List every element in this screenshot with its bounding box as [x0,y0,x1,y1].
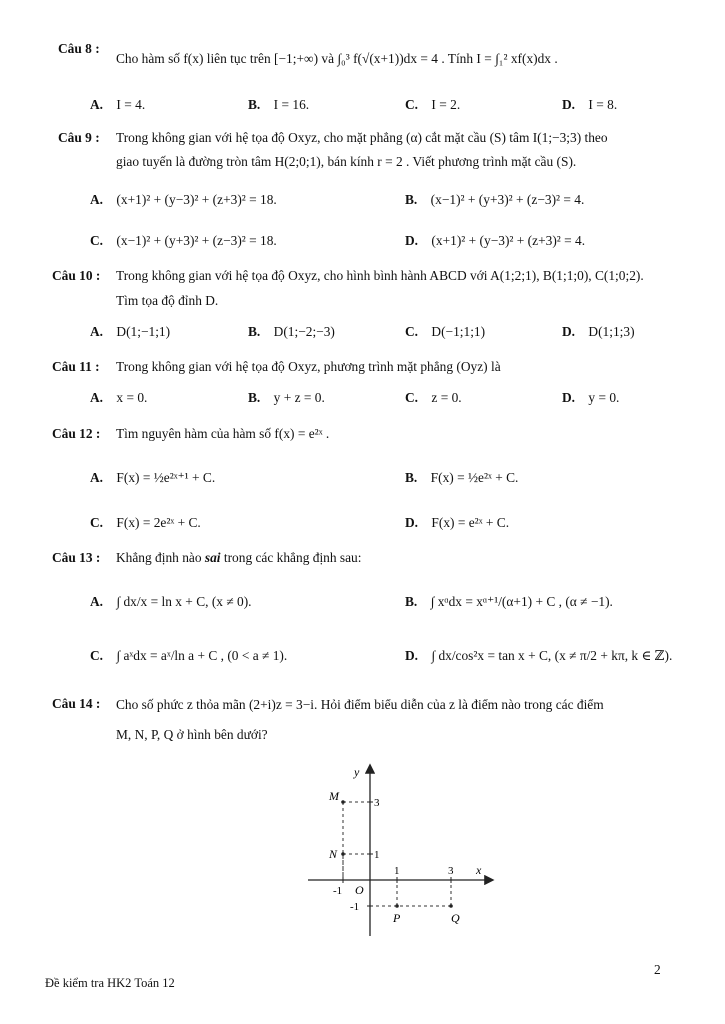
q8-option-a: A. I = 4. [90,97,146,112]
question-11-text: Trong không gian với hệ tọa độ Oxyz, phương trình mặt phẳng (Oyz) là [116,359,501,374]
question-9-text-line2: giao tuyến là đường tròn tâm H(2;0;1), bán kính r = 2 . Viết phương trình mặt cầu (S). [116,154,577,169]
q13-option-a: A. ∫ dx/x = ln x + C, (x ≠ 0). [90,594,252,609]
y-axis-label: y [354,765,360,779]
complex-plane-figure [300,760,500,940]
origin-label: O [355,883,364,897]
point-n [341,852,345,856]
footer-exam-title: Đề kiểm tra HK2 Toán 12 [45,976,175,990]
question-8-label: Câu 8 : [58,41,100,56]
q11-option-a: A. x = 0. [90,390,148,405]
question-9-text-line1: Trong không gian với hệ tọa độ Oxyz, cho mặt phẳng (α) cắt mặt cầu (S) tâm I(1;−3;3) theo [116,130,608,145]
q13-option-c: C. ∫ aˣdx = aˣ/ln a + C , (0 < a ≠ 1). [90,648,288,663]
question-9-label: Câu 9 : [58,130,100,145]
q10-option-c: C. D(−1;1;1) [405,324,486,339]
point-label-m: M [329,789,339,803]
q10-option-a: A. D(1;−1;1) [90,324,171,339]
page-number: 2 [654,962,661,977]
q8-option-c: C. I = 2. [405,97,461,112]
question-10-text-line1: Trong không gian với hệ tọa độ Oxyz, cho hình bình hành ABCD với A(1;2;1), B(1;1;0), C(1;0;2). [116,268,644,283]
x-tick-label-1: 1 [394,865,400,877]
q11-option-d: D. y = 0. [562,390,620,405]
question-14-text-line1: Cho số phức z thỏa mãn (2+i)z = 3−i. Hỏi điểm biểu diễn của z là điểm nào trong các điểm [116,697,604,712]
point-m [341,800,345,804]
q12-option-a: A. F(x) = ½e²ˣ⁺¹ + C. [90,470,216,485]
q12-option-c: C. F(x) = 2e²ˣ + C. [90,515,201,530]
q10-option-b: B. D(1;−2;−3) [248,324,335,339]
point-label-p: P [393,911,401,925]
point-q [449,904,453,908]
q12-option-b: B. F(x) = ½e²ˣ + C. [405,470,519,485]
q13-option-b: B. ∫ xᵅdx = xᵅ⁺¹/(α+1) + C , (α ≠ −1). [405,594,613,609]
question-13-label: Câu 13 : [52,550,101,565]
point-label-q: Q [451,911,460,925]
question-12-label: Câu 12 : [52,426,101,441]
x-axis-label: x [476,863,482,877]
point-label-n: N [329,847,338,861]
q8-option-d: D. I = 8. [562,97,618,112]
q8-option-b: B. I = 16. [248,97,310,112]
y-tick-label-2: -1 [350,901,360,913]
question-13-text: Khẳng định nào sai trong các khẳng định sau: [116,550,362,565]
y-tick-label-1: 1 [374,849,380,861]
question-10-label: Câu 10 : [52,268,101,283]
question-14-label: Câu 14 : [52,696,101,711]
q9-option-a: A. (x+1)² + (y−3)² + (z+3)² = 18. [90,192,277,207]
question-14-text-line2: M, N, P, Q ở hình bên dưới? [116,727,268,742]
x-tick-label-0: -1 [333,885,343,897]
q13-option-d: D. ∫ dx/cos²x = tan x + C, (x ≠ π/2 + kπ, k ∈ ℤ). [405,648,673,663]
question-8-text: Cho hàm số f(x) liên tục trên [−1;+∞) và ∫₀³ f(√(x+1))dx = 4 . Tính I = ∫₁² xf(x)dx . [116,51,558,66]
q10-option-d: D. D(1;1;3) [562,324,635,339]
question-11-label: Câu 11 : [52,359,100,374]
q12-option-d: D. F(x) = e²ˣ + C. [405,515,510,530]
q9-option-d: D. (x+1)² + (y−3)² + (z+3)² = 4. [405,233,586,248]
question-12-text: Tìm nguyên hàm của hàm số f(x) = e²ˣ . [116,426,330,441]
q9-option-c: C. (x−1)² + (y+3)² + (z−3)² = 18. [90,233,277,248]
question-10-text-line2: Tìm tọa độ đỉnh D. [116,293,219,308]
q9-option-b: B. (x−1)² + (y+3)² + (z−3)² = 4. [405,192,585,207]
q11-option-b: B. y + z = 0. [248,390,325,405]
y-tick-label-0: 3 [374,797,380,809]
x-tick-label-2: 3 [448,865,454,877]
q11-option-c: C. z = 0. [405,390,462,405]
